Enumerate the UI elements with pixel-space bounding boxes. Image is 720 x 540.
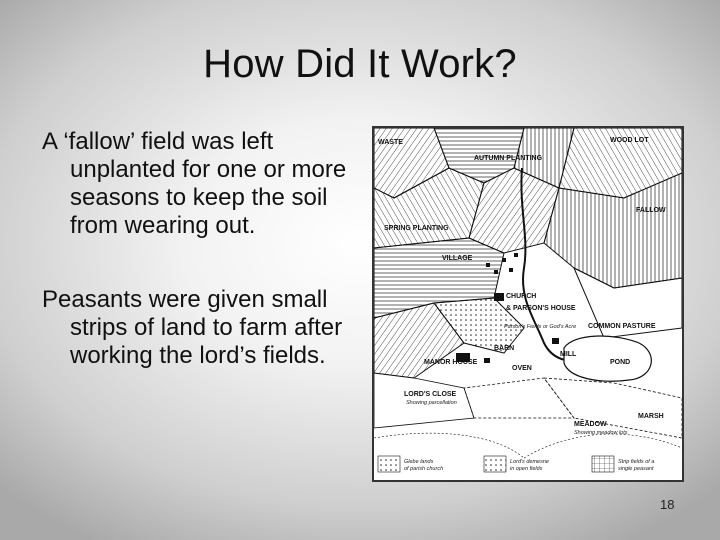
- legend-swatch-glebe: [378, 456, 400, 472]
- map-label-parsons-fields: Parson's Fields or God's Acre: [504, 324, 577, 330]
- pond: [564, 336, 651, 381]
- map-label-pond: POND: [610, 359, 631, 366]
- map-label-marsh: MARSH: [638, 413, 664, 420]
- legend-demesne-line2: in open fields: [510, 466, 543, 472]
- bullet-fallow-text: A ‘fallow’ field was left unplanted for one or more seasons to keep the soil from wearing out.: [42, 128, 347, 239]
- map-label-oven: OVEN: [512, 365, 532, 372]
- map-label-barn: BARN: [494, 345, 515, 352]
- map-label-parsons-house: & PARSON'S HOUSE: [506, 305, 576, 312]
- manor-map-image: [372, 126, 684, 482]
- map-label-lords-close-note: Showing parcellation: [406, 400, 457, 406]
- map-label-waste: WASTE: [378, 139, 403, 146]
- bullet-fallow: [42, 128, 362, 240]
- legend-glebe-line1: Glebe lands: [404, 459, 434, 465]
- map-label-spring-planting: SPRING PLANTING: [384, 225, 449, 232]
- page-number: 18: [660, 497, 675, 512]
- map-label-mill: MILL: [560, 351, 577, 358]
- map-legend: [378, 456, 654, 472]
- legend-glebe-line2: of parish church: [404, 466, 444, 472]
- slide-title: How Did It Work?: [203, 42, 517, 86]
- legend-swatch-demesne: [484, 456, 506, 472]
- legend-demesne-line1: Lord's demesne: [510, 459, 549, 465]
- map-label-meadow-note: Showing meadow lots: [574, 430, 628, 436]
- map-label-autumn-planting: AUTUMN PLANTING: [474, 155, 543, 162]
- map-label-church: CHURCH: [506, 293, 537, 300]
- bullet-peasants-text: Peasants were given small strips of land to farm after working the lord’s fields.: [42, 286, 343, 369]
- footpaths: [374, 433, 682, 458]
- legend-strip-line2: single peasant: [618, 466, 654, 472]
- bullet-list: [42, 128, 362, 416]
- map-label-manor-house: MANOR HOUSE: [424, 359, 478, 366]
- map-label-village: VILLAGE: [442, 255, 473, 262]
- map-label-lords-close: LORD'S CLOSE: [404, 391, 457, 398]
- map-label-fallow: FALLOW: [636, 207, 666, 214]
- legend-swatch-strip: [592, 456, 614, 472]
- bullet-peasants: [42, 286, 362, 370]
- map-label-wood-lot: WOOD LOT: [610, 137, 649, 144]
- map-label-meadow: MEADOW: [574, 421, 607, 428]
- map-label-common-pasture: COMMON PASTURE: [588, 323, 656, 330]
- manor-map-svg: [374, 128, 682, 480]
- legend-strip-line1: Strip fields of a: [618, 459, 655, 465]
